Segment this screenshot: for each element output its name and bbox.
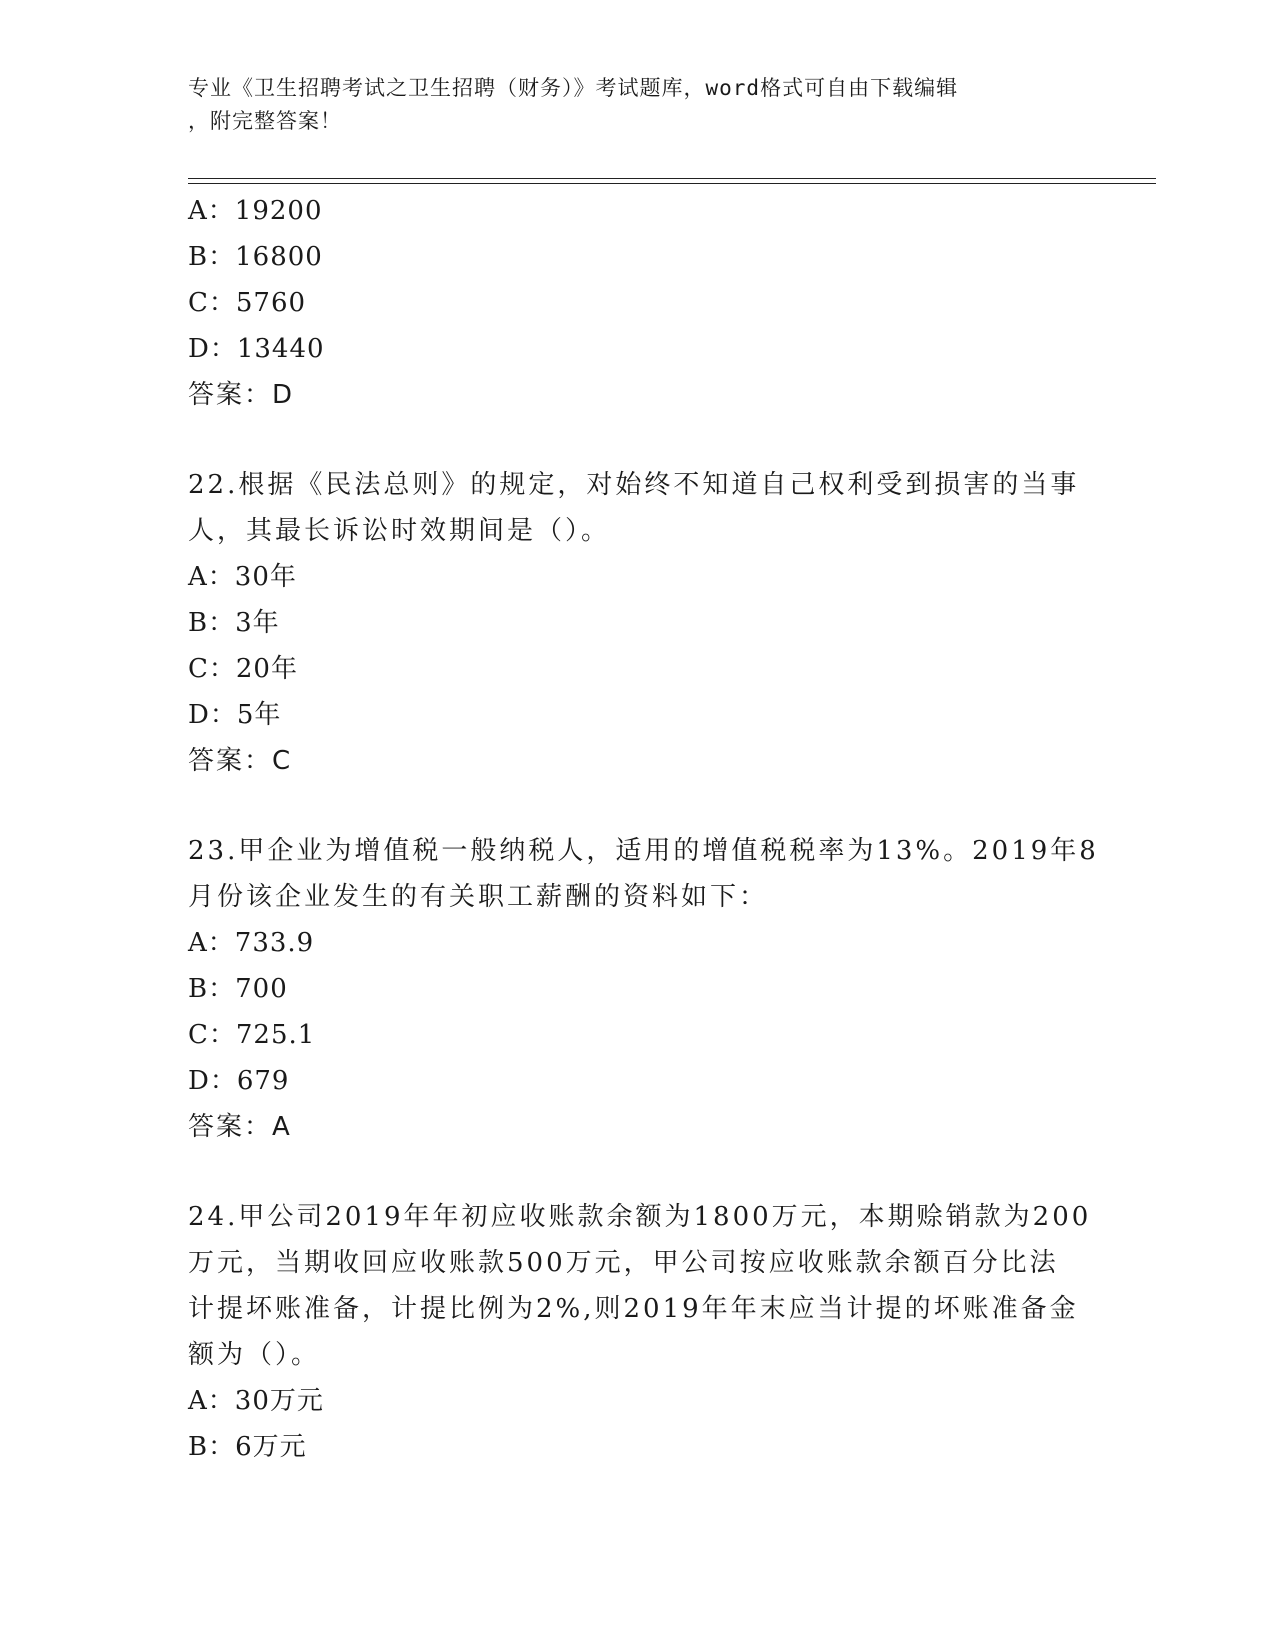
header-title-line-2: ，附完整答案！ (188, 109, 342, 133)
answer-line: 答案：C (188, 746, 293, 776)
option-d: D：13440 (188, 334, 325, 364)
question-text-line: 额为（）。 (188, 1340, 321, 1370)
question-23 (188, 828, 1099, 1150)
question-text-line: 计提坏账准备，计提比例为2%,则2019年年末应当计提的坏账准备金 (188, 1294, 1079, 1324)
option-a: A：30万元 (188, 1386, 324, 1416)
option-b: B：6万元 (188, 1432, 307, 1462)
question-text-line: 22.根据《民法总则》的规定，对始终不知道自己权利受到损害的当事 (188, 470, 1080, 500)
option-b: B：3年 (188, 608, 280, 638)
option-a: A：733.9 (188, 928, 315, 958)
option-d: D：679 (188, 1066, 290, 1096)
option-a: A：30年 (188, 562, 297, 592)
document-header (188, 72, 1088, 138)
option-d: D：5年 (188, 700, 282, 730)
option-c: C：5760 (188, 288, 307, 318)
question-text-line: 23.甲企业为增值税一般纳税人，适用的增值税税率为13%。2019年8 (188, 836, 1099, 866)
option-b: B：16800 (188, 242, 323, 272)
header-divider (188, 178, 1156, 179)
answer-line: 答案：A (188, 1112, 292, 1142)
option-c: C：725.1 (188, 1020, 316, 1050)
header-title-line-1: 专业《卫生招聘考试之卫生招聘（财务）》考试题库，word格式可自由下载编辑 (188, 76, 959, 100)
question-21 (188, 188, 1088, 418)
question-24 (188, 1194, 1092, 1470)
option-c: C：20年 (188, 654, 298, 684)
option-b: B：700 (188, 974, 288, 1004)
document-body (188, 188, 1099, 1470)
question-text-line: 万元，当期收回应收账款500万元，甲公司按应收账款余额百分比法 (188, 1248, 1059, 1278)
answer-line: 答案：D (188, 380, 295, 410)
header-divider-second (188, 183, 1156, 184)
option-a: A：19200 (188, 196, 323, 226)
question-text-line: 人，其最长诉讼时效期间是（）。 (188, 516, 611, 546)
question-text-line: 月份该企业发生的有关职工薪酬的资料如下： (188, 882, 769, 912)
question-text-line: 24.甲公司2019年年初应收账款余额为1800万元，本期赊销款为200 (188, 1202, 1092, 1232)
question-22 (188, 462, 1088, 784)
